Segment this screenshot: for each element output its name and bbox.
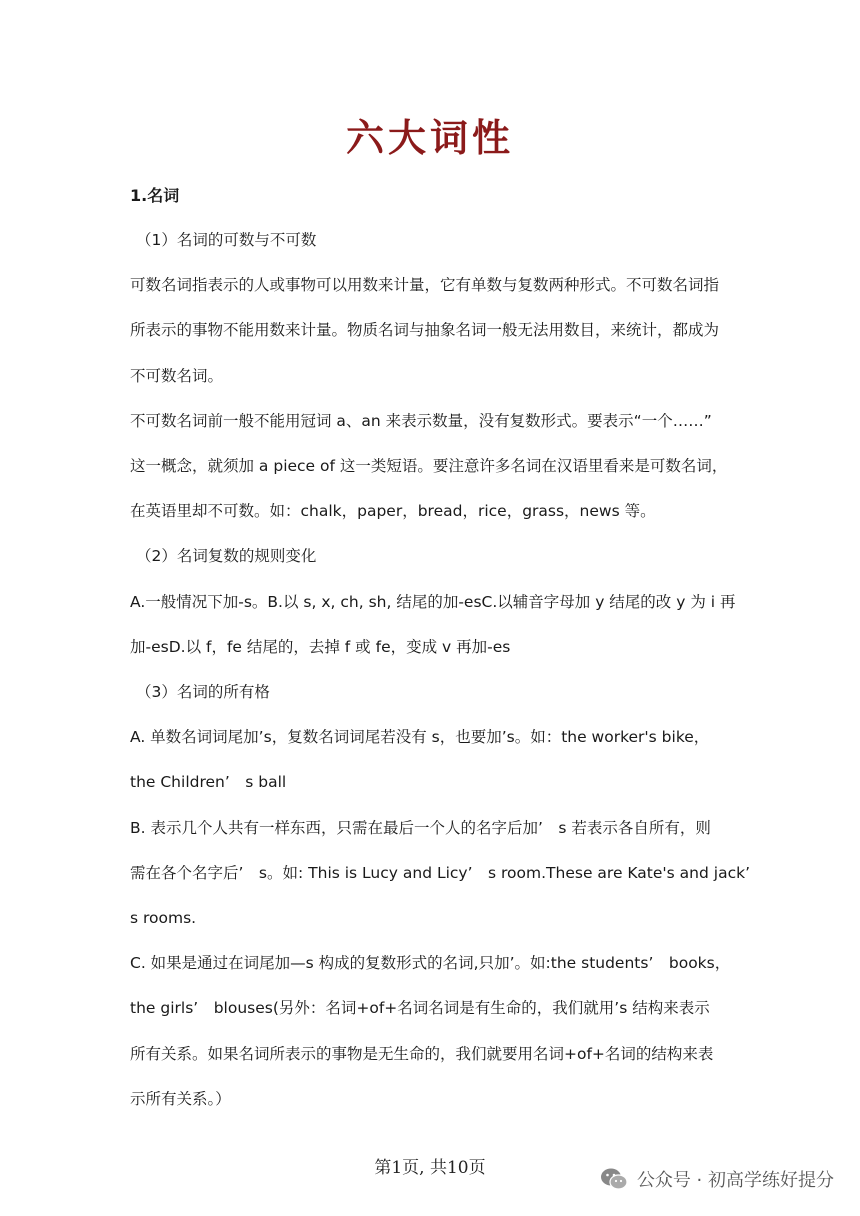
wechat-icon: [599, 1166, 629, 1192]
paragraph-line: 这一概念，就须加 a piece of 这一类短语。要注意许多名词在汉语里看来是可数名词，: [130, 457, 728, 475]
watermark: [599, 1164, 834, 1194]
paragraph-line: A. 单数名词词尾加’s，复数名词词尾若没有 s，也要加’s。如：the worker's bike，: [130, 728, 710, 746]
subheading-plural: （2）名词复数的规则变化: [136, 547, 317, 565]
paragraph-line: 示所有关系。）: [130, 1090, 231, 1108]
paragraph-line: the girls’ blouses(另外：名词+of+名词名词是有生命的，我们就用’s 结构来表示: [130, 999, 710, 1017]
page-number: 第1页, 共10页: [374, 1158, 486, 1178]
paragraph-line: 所表示的事物不能用数来计量。物质名词与抽象名词一般无法用数目，来统计，都成为: [130, 321, 720, 339]
paragraph-line: 不可数名词前一般不能用冠词 a、an 来表示数量，没有复数形式。要表示“一个……”: [130, 412, 712, 430]
paragraph-line: s rooms.: [130, 909, 197, 927]
paragraph-line: 加-esD.以 f，fe 结尾的，去掉 f 或 fe，变成 v 再加-es: [130, 638, 511, 656]
paragraph-line: 所有关系。如果名词所表示的事物是无生命的，我们就要用名词+of+名词的结构来表: [130, 1045, 714, 1063]
page-title: 六大词性: [345, 115, 514, 160]
paragraph-line: the Children’ s ball: [130, 773, 287, 791]
subheading-possessive: （3）名词的所有格: [136, 683, 270, 701]
paragraph-line: C. 如果是通过在词尾加—s 构成的复数形式的名词,只加’。如:the students’ books，: [130, 954, 731, 972]
paragraph-line: 在英语里却不可数。如：chalk，paper，bread，rice，grass，news 等。: [130, 502, 656, 520]
paragraph-line: 不可数名词。: [130, 367, 224, 385]
paragraph-line: 需在各个名字后’ s。如: This is Lucy and Licy’ s room.These are Kate's and jack’: [130, 864, 750, 882]
paragraph-line: A.一般情况下加-s。B.以 s, x, ch, sh, 结尾的加-esC.以辅音字母加 y 结尾的改 y 为 i 再: [130, 593, 736, 611]
subheading-countable: （1）名词的可数与不可数: [136, 231, 317, 249]
watermark-text: 公众号 · 初高学练好提分: [636, 1170, 834, 1191]
paragraph-line: 可数名词指表示的人或事物可以用数来计量，它有单数与复数两种形式。不可数名词指: [130, 276, 720, 294]
paragraph-line: B. 表示几个人共有一样东西，只需在最后一个人的名字后加’ s 若表示各自所有，则: [130, 819, 711, 837]
section-heading: 1.名词: [130, 186, 180, 205]
